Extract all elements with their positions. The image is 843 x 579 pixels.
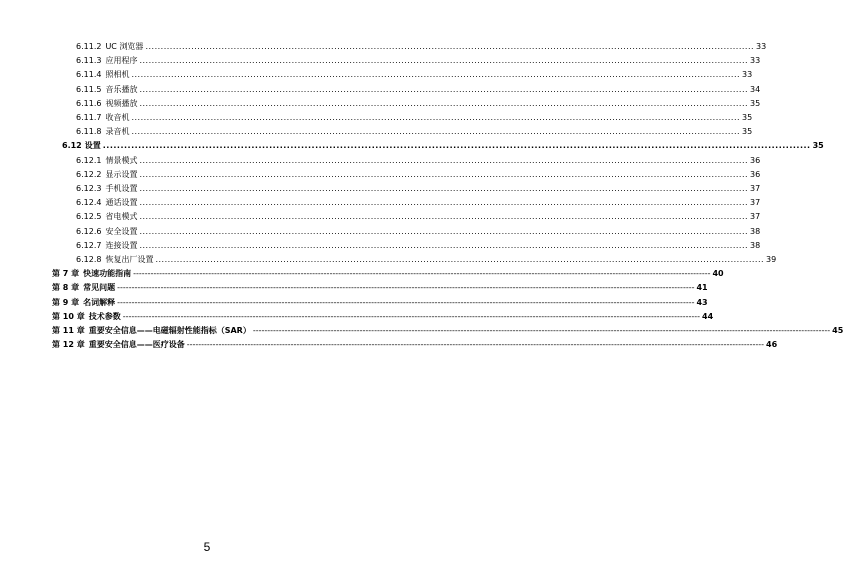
toc-entry-number: 6.11.2 (76, 42, 102, 51)
toc-entry-number: 第 8 章 (52, 283, 80, 293)
toc-entry-title: 显示设置 (105, 169, 138, 179)
toc-entry-number: 6.12.5 (76, 212, 102, 222)
toc-entry-number: 第 9 章 (52, 297, 80, 307)
toc-entry[interactable] (76, 210, 761, 223)
toc-entry[interactable] (76, 125, 753, 138)
toc-entry-page: 46 (766, 340, 778, 350)
toc-entry-title: 连接设置 (105, 240, 138, 250)
toc-leader-dots: ........................................................................................................................................................................................................ (139, 84, 749, 94)
toc-chapter-entry[interactable] (52, 338, 778, 351)
toc-entry-page: 35 (750, 98, 761, 108)
toc-entry-page: 39 (766, 255, 777, 264)
toc-entry-title: 省电模式 (105, 212, 138, 222)
toc-entry-page: 35 (742, 127, 753, 137)
toc-entry-page: 37 (750, 184, 761, 193)
toc-entry[interactable] (76, 40, 767, 53)
toc-entry[interactable] (76, 68, 753, 81)
toc-leader-dots: ........................................................................................................................................................................................................ (139, 169, 749, 179)
toc-entry[interactable] (76, 83, 761, 96)
toc-entry-title: 应用程序 (105, 56, 138, 66)
toc-entry-number: 6.11.6 (76, 98, 102, 108)
toc-entry-page: 33 (756, 42, 767, 51)
toc-entry-title: 视频播放 (105, 98, 138, 108)
toc-leader-dots: ........................................................................................................................................................................................................ (139, 56, 749, 66)
toc-leader-dots: ........................................................................................................................................................................................................ (131, 127, 741, 137)
toc-entry-number: 6.12.2 (76, 169, 102, 179)
toc-leader-dashes: -------------------------------------------------------------------------------------------------------------------------------------------------------------------------------------------------------- (133, 269, 711, 279)
toc-entry[interactable] (76, 182, 761, 195)
toc-entry[interactable] (76, 97, 761, 110)
toc-entry-title: 技术参数 (88, 311, 121, 321)
toc-entry-number: 6.11.3 (76, 56, 102, 66)
toc-entry-title: UC 浏览器 (105, 42, 144, 51)
toc-entry[interactable] (76, 225, 761, 238)
toc-entry-page: 37 (750, 212, 761, 222)
toc-leader-dots: ........................................................................................................................................................................................................ (131, 70, 741, 80)
toc-entry-number: 6.12.4 (76, 198, 102, 208)
toc-chapter-entry[interactable] (52, 310, 714, 323)
toc-entry-title: 收音机 (105, 113, 130, 122)
toc-entry-title: 快速功能指南 (83, 269, 132, 279)
toc-entry[interactable] (76, 239, 761, 252)
toc-entry-page: 34 (750, 84, 761, 94)
toc-leader-dots: ........................................................................................................................................................................................................ (145, 42, 755, 51)
toc-entry-number: 6.11.4 (76, 70, 102, 80)
toc-entry-number: 6.12.8 (76, 255, 102, 264)
toc-entry-title: 安全设置 (105, 226, 138, 236)
toc-entry[interactable] (76, 111, 753, 124)
toc-leader-dots: ........................................................................................................................................................................................................ (139, 98, 749, 108)
toc-leader-dots: ........................................................................................................................................................................................................ (131, 113, 741, 122)
toc-entry-page: 33 (750, 56, 761, 66)
toc-leader-dashes: -------------------------------------------------------------------------------------------------------------------------------------------------------------------------------------------------------- (117, 283, 695, 293)
toc-entry-page: 33 (742, 70, 753, 80)
toc-chapter-entry[interactable] (52, 267, 724, 280)
toc-entry[interactable] (76, 196, 761, 209)
toc-leader-dots: ........................................................................................................................................................................................................ (139, 198, 749, 208)
toc-entry-number: 6.12.3 (76, 184, 102, 193)
toc-entry-number: 6.12.1 (76, 155, 102, 165)
toc-entry-number: 6.12.6 (76, 226, 102, 236)
toc-entry-page: 35 (742, 113, 753, 122)
toc-leader-dots: ........................................................................................................................................................................................................ (139, 155, 749, 165)
toc-entry-number: 6.11.8 (76, 127, 102, 137)
toc-entry-page: 38 (750, 240, 761, 250)
toc-leader-dashes: -------------------------------------------------------------------------------------------------------------------------------------------------------------------------------------------------------- (186, 340, 765, 350)
toc-entry-title: 情景模式 (105, 155, 138, 165)
toc-chapter-entry[interactable] (52, 324, 843, 337)
toc-entry-title: 常见问题 (83, 283, 116, 293)
toc-leader-dots: ........................................................................................................................................................................................................ (139, 240, 749, 250)
toc-entry-number: 第 7 章 (52, 269, 80, 279)
toc-section-entry[interactable] (62, 139, 824, 152)
toc-leader-dashes: -------------------------------------------------------------------------------------------------------------------------------------------------------------------------------------------------------- (117, 297, 695, 307)
toc-entry-page: 36 (750, 169, 761, 179)
toc-chapter-entry[interactable] (52, 281, 708, 294)
toc-entry-title: 重要安全信息——电磁辐射性能指标（SAR） (88, 326, 251, 335)
toc-leader-dots: ........................................................................................................................................................................................................ (139, 212, 749, 222)
toc-entry-number: 第 11 章 (52, 326, 85, 335)
toc-entry[interactable] (76, 154, 761, 167)
toc-entry-page: 43 (696, 297, 708, 307)
toc-entry-number: 第 10 章 (52, 311, 85, 321)
toc-leader-dots: ........................................................................................................................................................................................................ (139, 184, 749, 193)
toc-entry-number: 6.12.7 (76, 240, 102, 250)
toc-leader-dots: ........................................................................................................................................................................................................ (155, 255, 765, 264)
toc-entry-title: 照相机 (105, 70, 130, 80)
toc-leader-dashes: -------------------------------------------------------------------------------------------------------------------------------------------------------------------------------------------------------- (252, 326, 831, 335)
toc-entry-number: 6.12 (62, 141, 82, 151)
toc-entry-title: 恢复出厂设置 (105, 255, 154, 264)
toc-entry-number: 6.11.5 (76, 84, 102, 94)
toc-entry-title: 手机设置 (105, 184, 138, 193)
toc-entry-title: 音乐播放 (105, 84, 138, 94)
toc-entry-title: 通话设置 (105, 198, 138, 208)
toc-entry-page: 45 (832, 326, 843, 335)
page-number: 5 (203, 540, 211, 554)
toc-entry-number: 第 12 章 (52, 340, 85, 350)
toc-entry-title: 重要安全信息——医疗设备 (88, 340, 185, 350)
toc-entry-page: 36 (750, 155, 761, 165)
toc-entry-number: 6.11.7 (76, 113, 102, 122)
toc-entry-title: 名词解释 (83, 297, 116, 307)
toc-entry-page: 44 (702, 311, 714, 321)
toc-entry-page: 38 (750, 226, 761, 236)
toc-entry-page: 41 (696, 283, 708, 293)
toc-entry-title: 设置 (84, 141, 101, 151)
toc-entry[interactable] (76, 168, 761, 181)
toc-chapter-entry[interactable] (52, 296, 708, 309)
toc-entry-page: 37 (750, 198, 761, 208)
toc-entry[interactable] (76, 253, 777, 266)
toc-leader-dashes: -------------------------------------------------------------------------------------------------------------------------------------------------------------------------------------------------------- (122, 311, 701, 321)
toc-entry-title: 录音机 (105, 127, 130, 137)
toc-entry-page: 35 (812, 141, 824, 151)
toc-entry[interactable] (76, 54, 761, 67)
toc-leader-dots: ........................................................................................................................................................................................................ (139, 226, 749, 236)
toc-entry-page: 40 (712, 269, 724, 279)
toc-leader-dots: ........................................................................................................................................................................................................ (102, 141, 811, 151)
